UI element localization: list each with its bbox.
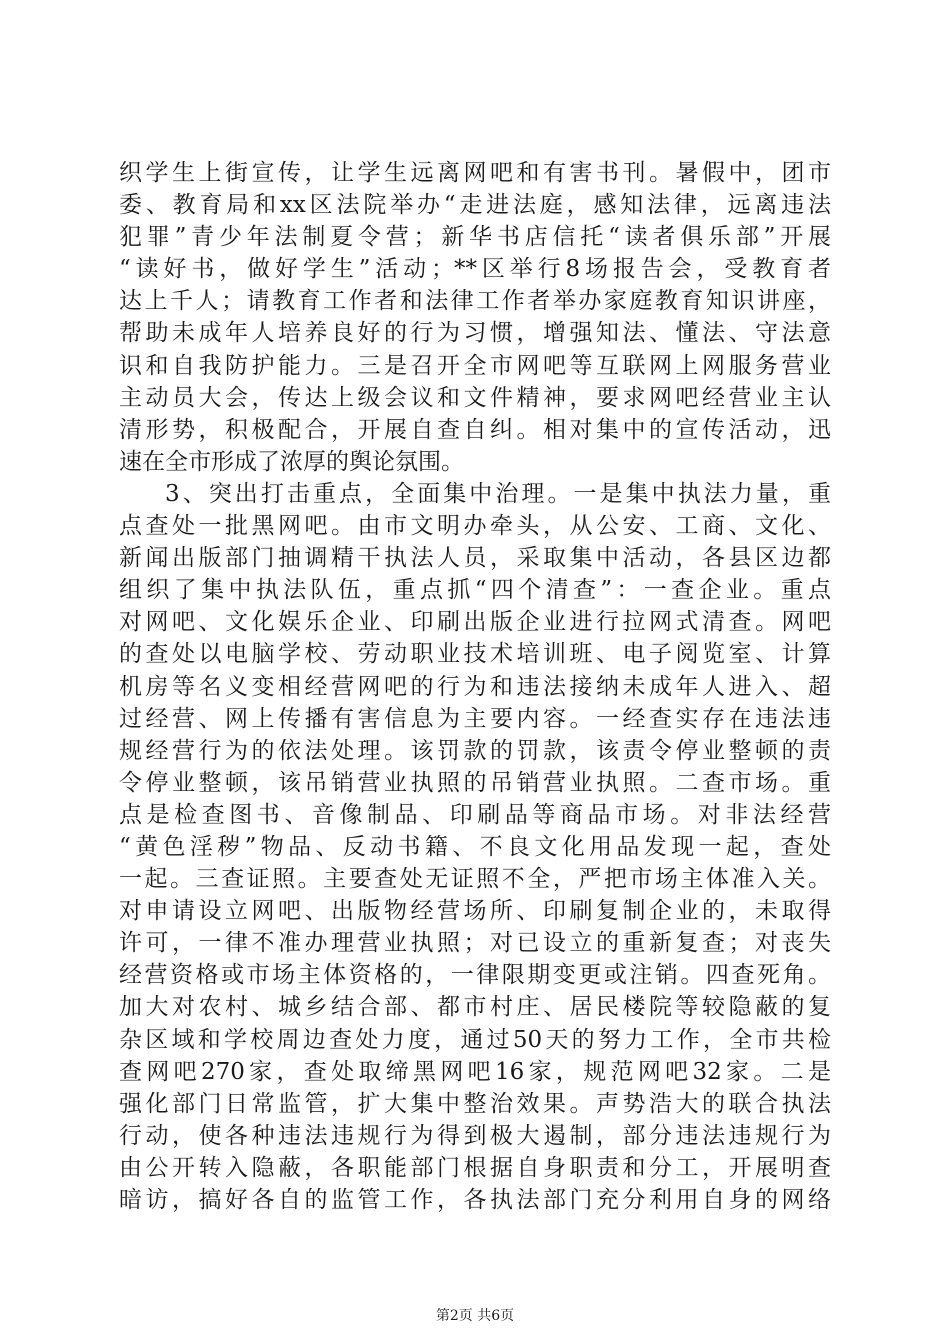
text-line: 速在全市形成了浓厚的舆论氛围。 (119, 448, 464, 475)
text-line: 点是检查图书、音像制品、印刷品等商品市场。对非法经营 (119, 801, 831, 828)
text-line: 清形势，积极配合，开展自查自纠。相对集中的宣传活动，迅 (119, 416, 831, 443)
text-line: 一起。三查证照。主要查处无证照不全，严把市场主体准入关。 (119, 866, 831, 893)
text-line: 主动员大会，传达上级会议和文件精神，要求网吧经营业主认 (119, 384, 831, 411)
text-line: 点查处一批黑网吧。由市文明办牵头，从公安、工商、文化、 (119, 513, 831, 540)
text-line: 的查处以电脑学校、劳动职业技术培训班、电子阅览室、计算 (119, 641, 831, 668)
text-line: 帮助未成年人培养良好的行为习惯，增强知法、懂法、守法意 (119, 320, 831, 347)
body-text (119, 157, 831, 1216)
text-line: 犯罪”青少年法制夏令营；新华书店信托“读者俱乐部”开展 (119, 224, 831, 251)
text-line: 达上千人；请教育工作者和法律工作者举办家庭教育知识讲座， (119, 288, 831, 315)
text-line: 新闻出版部门抽调精干执法人员，采取集中活动，各县区边都 (119, 545, 831, 572)
text-line: 机房等名义变相经营网吧的行为和违法接纳未成年人进入、超 (119, 673, 831, 700)
page-number-footer: 第2页 共6页 (435, 1308, 515, 1324)
text-line: 对网吧、文化娱乐企业、印刷出版企业进行拉网式清查。网吧 (119, 609, 831, 636)
text-line: 强化部门日常监管，扩大集中整治效果。声势浩大的联合执法 (119, 1090, 831, 1117)
text-line: 加大对农村、城乡结合部、都市村庄、居民楼院等较隐蔽的复 (119, 994, 831, 1021)
text-line: 3、突出打击重点，全面集中治理。一是集中执法力量，重 (165, 480, 831, 507)
text-line: 经营资格或市场主体资格的，一律限期变更或注销。四查死角。 (119, 962, 831, 989)
text-line: 织学生上街宣传，让学生远离网吧和有害书刊。暑假中，团市 (119, 160, 831, 186)
text-line: 查网吧270家，查处取缔黑网吧16家，规范网吧32家。二是 (119, 1058, 831, 1085)
text-line: 由公开转入隐蔽，各职能部门根据自身职责和分工，开展明查 (119, 1154, 831, 1181)
text-line: 行动，使各种违法违规行为得到极大遏制，部分违法违规行为 (119, 1122, 831, 1149)
text-line: 令停业整顿，该吊销营业执照的吊销营业执照。二查市场。重 (119, 769, 831, 796)
text-line: 杂区域和学校周边查处力度，通过50天的努力工作，全市共检 (119, 1026, 831, 1053)
text-line: 过经营、网上传播有害信息为主要内容。一经查实存在违法违 (119, 705, 831, 732)
text-line: “黄色淫秽”物品、反动书籍、不良文化用品发现一起，查处 (119, 833, 831, 860)
text-line: “读好书，做好学生”活动；**区举行8场报告会，受教育者 (119, 256, 831, 283)
text-line: 委、教育局和xx区法院举办“走进法庭，感知法律，远离违法 (119, 192, 831, 219)
text-line: 对申请设立网吧、出版物经营场所、印刷复制企业的，未取得 (119, 898, 831, 925)
text-line: 暗访，搞好各自的监管工作，各执法部门充分利用自身的网络 (119, 1187, 831, 1213)
text-line: 识和自我防护能力。三是召开全市网吧等互联网上网服务营业 (119, 352, 831, 379)
text-line: 组织了集中执法队伍，重点抓“四个清查”：一查企业。重点 (119, 577, 831, 604)
text-line: 规经营行为的依法处理。该罚款的罚款，该责令停业整顿的责 (119, 737, 831, 764)
text-line: 许可，一律不准办理营业执照；对已设立的重新复查；对丧失 (119, 930, 831, 957)
